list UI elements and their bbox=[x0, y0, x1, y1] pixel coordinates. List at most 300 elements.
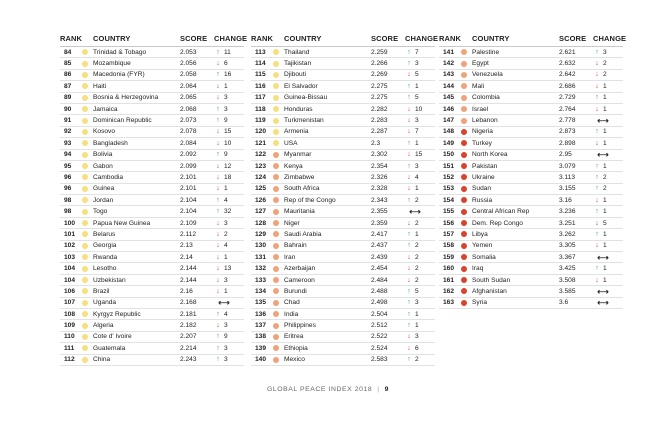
change-value: 3 bbox=[224, 219, 228, 227]
rank-cell: 92 bbox=[64, 128, 72, 136]
rank-cell: 155 bbox=[443, 208, 455, 216]
rank-cell: 115 bbox=[255, 71, 266, 79]
table-row bbox=[439, 184, 623, 195]
rank-cell: 159 bbox=[443, 253, 455, 261]
change-cell bbox=[593, 116, 623, 125]
rank-cell: 86 bbox=[64, 71, 72, 79]
peace-level-dot-icon bbox=[82, 174, 88, 180]
arrow-up-icon: ↑ bbox=[407, 162, 411, 170]
score-cell: 3.6 bbox=[559, 299, 569, 307]
arrow-up-icon: ↑ bbox=[595, 48, 599, 56]
peace-level-dot-icon bbox=[461, 61, 467, 67]
score-cell: 2.259 bbox=[371, 48, 388, 56]
score-header: SCORE bbox=[371, 33, 399, 43]
country-cell: Tajikistan bbox=[284, 60, 312, 68]
change-value: 2 bbox=[603, 60, 607, 68]
rank-cell: 121 bbox=[255, 139, 267, 147]
peace-level-dot-icon bbox=[82, 345, 88, 351]
peace-level-dot-icon bbox=[461, 106, 467, 112]
peace-level-dot-icon bbox=[273, 197, 279, 203]
arrow-down-icon: ↓ bbox=[407, 117, 411, 125]
country-cell: Niger bbox=[284, 219, 300, 227]
table-row bbox=[60, 343, 244, 354]
rank-cell: 85 bbox=[64, 60, 72, 68]
country-cell: Bosnia & Herzegovina bbox=[93, 94, 159, 102]
score-cell: 2.112 bbox=[180, 230, 197, 238]
change-cell bbox=[214, 49, 244, 56]
change-cell bbox=[214, 106, 244, 113]
change-cell bbox=[593, 185, 623, 192]
peace-level-dot-icon bbox=[82, 197, 88, 203]
change-value: 3 bbox=[415, 299, 419, 307]
rank-cell: 133 bbox=[255, 276, 267, 284]
change-cell bbox=[593, 60, 623, 67]
rank-cell: 96 bbox=[64, 185, 72, 193]
score-cell: 2.326 bbox=[371, 173, 388, 181]
rank-cell: 94 bbox=[64, 151, 72, 159]
change-cell bbox=[405, 231, 435, 238]
country-cell: Sudan bbox=[472, 185, 492, 193]
score-cell: 3.113 bbox=[559, 173, 576, 181]
change-value: 10 bbox=[224, 139, 232, 147]
arrow-up-icon: ↑ bbox=[407, 287, 411, 295]
country-cell: Kosovo bbox=[93, 128, 115, 136]
change-cell bbox=[405, 128, 435, 135]
change-cell bbox=[214, 117, 244, 124]
change-header: CHANGE bbox=[214, 33, 248, 43]
change-header: CHANGE bbox=[405, 33, 439, 43]
rank-cell: 140 bbox=[255, 356, 267, 364]
change-value: 3 bbox=[603, 48, 607, 56]
score-cell: 2.95 bbox=[559, 151, 572, 159]
peace-level-dot-icon bbox=[461, 186, 467, 192]
score-cell: 2.275 bbox=[371, 82, 388, 90]
table-row bbox=[251, 138, 435, 149]
country-cell: Lebanon bbox=[472, 117, 498, 125]
score-cell: 2.354 bbox=[371, 162, 388, 170]
score-cell: 2.504 bbox=[371, 310, 388, 318]
footer-separator: | bbox=[377, 386, 380, 393]
rank-cell: 93 bbox=[64, 139, 72, 147]
table-row bbox=[439, 241, 623, 252]
table-header bbox=[439, 31, 627, 45]
rank-cell: 160 bbox=[443, 265, 455, 273]
peace-level-dot-icon bbox=[82, 186, 88, 192]
score-cell: 3.425 bbox=[559, 265, 576, 273]
table-row bbox=[60, 332, 244, 343]
table-row bbox=[439, 104, 623, 115]
rank-cell: 117 bbox=[255, 94, 266, 102]
change-cell bbox=[214, 60, 244, 67]
rank-cell: 127 bbox=[255, 208, 267, 216]
arrow-up-icon: ↑ bbox=[216, 48, 220, 56]
score-cell: 2.101 bbox=[180, 173, 197, 181]
change-value: 11 bbox=[224, 48, 231, 56]
change-value: 5 bbox=[603, 219, 607, 227]
rank-cell: 163 bbox=[443, 299, 455, 307]
change-value: 3 bbox=[415, 333, 419, 341]
country-cell: Brazil bbox=[93, 287, 110, 295]
score-header: SCORE bbox=[559, 33, 587, 43]
rank-cell: 131 bbox=[255, 253, 267, 261]
rank-cell: 116 bbox=[255, 82, 266, 90]
peace-level-dot-icon bbox=[82, 106, 88, 112]
country-cell: Somalia bbox=[472, 253, 496, 261]
table-row bbox=[439, 195, 623, 206]
peace-level-dot-icon bbox=[461, 277, 467, 283]
score-cell: 2.873 bbox=[559, 128, 576, 136]
country-cell: Yemen bbox=[472, 242, 493, 250]
score-cell: 2.053 bbox=[180, 48, 197, 56]
table-row bbox=[60, 320, 244, 331]
table-row bbox=[60, 355, 244, 366]
change-cell bbox=[593, 83, 623, 90]
change-cell bbox=[214, 83, 244, 90]
peace-level-dot-icon bbox=[82, 254, 88, 260]
change-cell bbox=[593, 231, 623, 238]
peace-level-dot-icon bbox=[461, 118, 467, 124]
score-cell: 2.328 bbox=[371, 185, 388, 193]
peace-level-dot-icon bbox=[82, 243, 88, 249]
country-cell: USA bbox=[284, 139, 298, 147]
change-value: 2 bbox=[603, 185, 607, 193]
country-cell: Bolivia bbox=[93, 151, 113, 159]
arrow-up-icon: ↑ bbox=[216, 344, 220, 352]
arrow-up-icon: ↑ bbox=[407, 242, 411, 250]
table-row bbox=[251, 320, 435, 331]
arrow-down-icon: ↓ bbox=[407, 276, 411, 284]
change-value: 16 bbox=[224, 71, 232, 79]
score-cell: 2.621 bbox=[559, 48, 576, 56]
change-cell bbox=[405, 220, 435, 227]
change-cell bbox=[593, 208, 623, 215]
change-cell bbox=[593, 277, 623, 284]
arrow-up-icon: ↑ bbox=[407, 94, 411, 102]
rank-cell: 87 bbox=[64, 82, 72, 90]
country-cell: Djibouti bbox=[284, 71, 306, 79]
country-cell: Palestine bbox=[472, 48, 500, 56]
arrow-down-icon: ↓ bbox=[407, 344, 411, 352]
rank-cell: 120 bbox=[255, 128, 267, 136]
rank-cell: 152 bbox=[443, 173, 455, 181]
country-cell: Mexico bbox=[284, 356, 305, 364]
country-cell: Algeria bbox=[93, 322, 114, 330]
country-cell: Azerbaijan bbox=[284, 265, 316, 273]
peace-level-dot-icon bbox=[82, 266, 88, 272]
change-value: 2 bbox=[603, 173, 607, 181]
country-cell: Guatemala bbox=[93, 344, 126, 352]
rank-cell: 110 bbox=[64, 333, 75, 341]
arrow-down-icon: ↓ bbox=[216, 265, 220, 273]
change-value: 3 bbox=[224, 276, 228, 284]
peace-level-dot-icon bbox=[461, 83, 467, 89]
change-value: 1 bbox=[415, 230, 419, 238]
country-cell: Thailand bbox=[284, 48, 310, 56]
table-row bbox=[60, 184, 244, 195]
rank-cell: 148 bbox=[443, 128, 455, 136]
table-row bbox=[251, 115, 435, 126]
table-row bbox=[60, 195, 244, 206]
arrow-up-icon: ↑ bbox=[595, 128, 599, 136]
score-cell: 2.064 bbox=[180, 82, 197, 90]
rank-cell: 102 bbox=[64, 242, 76, 250]
table-row bbox=[60, 58, 244, 69]
rank-cell: 162 bbox=[443, 287, 455, 295]
country-cell: Honduras bbox=[284, 105, 313, 113]
peace-level-dot-icon bbox=[461, 209, 467, 215]
score-cell: 2.269 bbox=[371, 71, 388, 79]
change-value: 18 bbox=[224, 173, 232, 181]
country-cell: Cote d' Ivoire bbox=[93, 333, 132, 341]
country-cell: Armenia bbox=[284, 128, 309, 136]
arrow-up-icon: ↑ bbox=[407, 82, 411, 90]
arrow-down-icon: ↓ bbox=[595, 276, 599, 284]
peace-level-dot-icon bbox=[461, 266, 467, 272]
change-value: 9 bbox=[224, 117, 228, 125]
peace-level-dot-icon bbox=[273, 140, 279, 146]
change-value: 1 bbox=[224, 185, 228, 193]
table-row bbox=[251, 47, 435, 58]
change-value: 3 bbox=[415, 117, 419, 125]
peace-level-dot-icon bbox=[82, 357, 88, 363]
score-cell: 2.632 bbox=[559, 60, 576, 68]
ranking-rows bbox=[251, 47, 435, 366]
table-row bbox=[60, 104, 244, 115]
rank-cell: 132 bbox=[255, 265, 267, 273]
rank-cell: 101 bbox=[64, 230, 76, 238]
country-cell: South Africa bbox=[284, 185, 320, 193]
peace-level-dot-icon bbox=[82, 209, 88, 215]
country-cell: Dem. Rep Congo bbox=[472, 219, 523, 227]
table-row bbox=[439, 150, 623, 161]
rank-cell: 150 bbox=[443, 151, 455, 159]
country-cell: Cambodia bbox=[93, 173, 124, 181]
change-value: 4 bbox=[224, 242, 228, 250]
change-value: 1 bbox=[224, 82, 228, 90]
rank-cell: 96 bbox=[64, 173, 72, 181]
peace-level-dot-icon bbox=[461, 220, 467, 226]
country-cell: Nigeria bbox=[472, 128, 493, 136]
rank-header: RANK bbox=[251, 33, 274, 43]
table-row bbox=[60, 115, 244, 126]
no-change-icon: ⟷ bbox=[218, 298, 230, 308]
country-cell: Rep of the Congo bbox=[284, 196, 336, 204]
peace-level-dot-icon bbox=[461, 129, 467, 135]
change-cell bbox=[405, 49, 435, 56]
arrow-down-icon: ↓ bbox=[595, 219, 599, 227]
change-cell bbox=[593, 287, 623, 296]
ranking-column-2 bbox=[251, 31, 439, 366]
score-cell: 2.182 bbox=[180, 322, 197, 330]
arrow-down-icon: ↓ bbox=[216, 139, 220, 147]
table-row bbox=[251, 286, 435, 297]
country-cell: Syria bbox=[472, 299, 488, 307]
peace-level-dot-icon bbox=[461, 72, 467, 78]
peace-level-dot-icon bbox=[82, 140, 88, 146]
peace-level-dot-icon bbox=[273, 129, 279, 135]
change-value: 1 bbox=[603, 230, 607, 238]
change-value: 10 bbox=[415, 105, 423, 113]
table-row bbox=[251, 127, 435, 138]
score-cell: 2.3 bbox=[371, 139, 381, 147]
change-value: 15 bbox=[415, 151, 423, 159]
table-row bbox=[251, 161, 435, 172]
arrow-down-icon: ↓ bbox=[216, 185, 220, 193]
score-cell: 2.359 bbox=[371, 219, 388, 227]
score-cell: 2.898 bbox=[559, 139, 576, 147]
change-cell bbox=[405, 242, 435, 249]
country-cell: North Korea bbox=[472, 151, 508, 159]
peace-level-dot-icon bbox=[461, 243, 467, 249]
arrow-up-icon: ↑ bbox=[216, 196, 220, 204]
rank-cell: 138 bbox=[255, 333, 267, 341]
table-row bbox=[251, 309, 435, 320]
score-cell: 2.207 bbox=[180, 333, 197, 341]
arrow-down-icon: ↓ bbox=[216, 162, 220, 170]
peace-level-dot-icon bbox=[273, 49, 279, 55]
peace-level-dot-icon bbox=[273, 288, 279, 294]
peace-level-dot-icon bbox=[82, 49, 88, 55]
peace-level-dot-icon bbox=[82, 118, 88, 124]
change-cell bbox=[593, 253, 623, 262]
peace-level-dot-icon bbox=[273, 323, 279, 329]
table-row bbox=[251, 104, 435, 115]
change-cell bbox=[405, 151, 435, 158]
page-footer bbox=[0, 386, 656, 393]
rank-cell: 124 bbox=[255, 173, 267, 181]
peace-level-dot-icon bbox=[82, 152, 88, 158]
country-cell: Iraq bbox=[472, 265, 484, 273]
table-row bbox=[60, 138, 244, 149]
score-cell: 2.168 bbox=[180, 299, 197, 307]
score-cell: 2.439 bbox=[371, 253, 388, 261]
score-cell: 2.287 bbox=[371, 128, 388, 136]
peace-level-dot-icon bbox=[273, 220, 279, 226]
change-value: 2 bbox=[415, 276, 419, 284]
table-row bbox=[60, 218, 244, 229]
change-cell bbox=[593, 242, 623, 249]
change-cell bbox=[214, 128, 244, 135]
arrow-up-icon: ↑ bbox=[407, 322, 411, 330]
score-cell: 2.484 bbox=[371, 276, 388, 284]
peace-level-dot-icon bbox=[461, 231, 467, 237]
arrow-down-icon: ↓ bbox=[216, 322, 220, 330]
table-row bbox=[251, 206, 435, 217]
rank-cell: 114 bbox=[255, 60, 266, 68]
score-cell: 2.302 bbox=[371, 151, 388, 159]
rank-cell: 146 bbox=[443, 105, 455, 113]
rank-cell: 130 bbox=[255, 242, 267, 250]
country-cell: Trinidad & Tobago bbox=[93, 48, 147, 56]
country-cell: Russia bbox=[472, 196, 493, 204]
rank-cell: 158 bbox=[443, 242, 455, 250]
arrow-down-icon: ↓ bbox=[216, 173, 220, 181]
country-header: COUNTRY bbox=[284, 33, 322, 43]
page-number: 9 bbox=[384, 386, 390, 393]
change-cell bbox=[593, 140, 623, 147]
arrow-up-icon: ↑ bbox=[407, 299, 411, 307]
change-cell bbox=[214, 265, 244, 272]
rank-cell: 100 bbox=[64, 219, 76, 227]
rank-cell: 151 bbox=[443, 162, 455, 170]
arrow-up-icon: ↑ bbox=[407, 48, 411, 56]
change-cell bbox=[405, 94, 435, 101]
change-cell bbox=[214, 254, 244, 261]
score-cell: 3.508 bbox=[559, 276, 576, 284]
change-cell bbox=[405, 71, 435, 78]
rank-cell: 147 bbox=[443, 117, 455, 125]
peace-level-dot-icon bbox=[82, 83, 88, 89]
rank-cell: 91 bbox=[64, 117, 72, 125]
table-row bbox=[60, 286, 244, 297]
table-row bbox=[251, 241, 435, 252]
change-value: 1 bbox=[224, 287, 228, 295]
country-cell: Burundi bbox=[284, 287, 307, 295]
peace-level-dot-icon bbox=[273, 72, 279, 78]
rank-cell: 111 bbox=[64, 344, 75, 352]
change-cell bbox=[214, 174, 244, 181]
change-value: 1 bbox=[603, 94, 607, 102]
country-cell: Afghanistan bbox=[472, 287, 507, 295]
change-cell bbox=[405, 277, 435, 284]
change-value: 1 bbox=[603, 196, 607, 204]
peace-level-dot-icon bbox=[273, 209, 279, 215]
country-header: COUNTRY bbox=[93, 33, 131, 43]
table-row bbox=[60, 47, 244, 58]
arrow-down-icon: ↓ bbox=[595, 242, 599, 250]
change-cell bbox=[405, 299, 435, 306]
peace-level-dot-icon bbox=[273, 231, 279, 237]
rank-cell: 89 bbox=[64, 94, 72, 102]
rank-cell: 154 bbox=[443, 196, 455, 204]
score-cell: 3.262 bbox=[559, 230, 576, 238]
report-title: GLOBAL PEACE INDEX 2018 bbox=[266, 386, 373, 393]
country-cell: Mozambique bbox=[93, 60, 131, 68]
rank-cell: 145 bbox=[443, 94, 455, 102]
peace-level-dot-icon bbox=[82, 129, 88, 135]
peace-level-dot-icon bbox=[273, 83, 279, 89]
table-row bbox=[251, 343, 435, 354]
country-cell: Togo bbox=[93, 208, 108, 216]
table-row bbox=[439, 218, 623, 229]
score-cell: 2.16 bbox=[180, 287, 193, 295]
score-cell: 3.251 bbox=[559, 219, 576, 227]
peace-level-dot-icon bbox=[82, 231, 88, 237]
rank-cell: 156 bbox=[443, 219, 455, 227]
table-row bbox=[251, 252, 435, 263]
change-value: 9 bbox=[224, 151, 228, 159]
table-row bbox=[60, 309, 244, 320]
arrow-up-icon: ↑ bbox=[216, 151, 220, 159]
rank-cell: 157 bbox=[443, 230, 455, 238]
change-cell bbox=[405, 163, 435, 170]
change-cell bbox=[405, 265, 435, 272]
rank-header: RANK bbox=[60, 33, 83, 43]
change-cell bbox=[593, 71, 623, 78]
change-value: 1 bbox=[603, 82, 607, 90]
change-cell bbox=[405, 322, 435, 329]
change-cell bbox=[593, 163, 623, 170]
score-cell: 2.099 bbox=[180, 162, 197, 170]
table-row bbox=[60, 206, 244, 217]
change-value: 1 bbox=[415, 310, 419, 318]
no-change-icon: ⟷ bbox=[597, 252, 609, 262]
country-cell: Ukraine bbox=[472, 173, 495, 181]
change-cell bbox=[214, 356, 244, 363]
table-row bbox=[251, 81, 435, 92]
country-cell: Central African Rep bbox=[472, 208, 530, 216]
score-cell: 2.275 bbox=[371, 94, 388, 102]
